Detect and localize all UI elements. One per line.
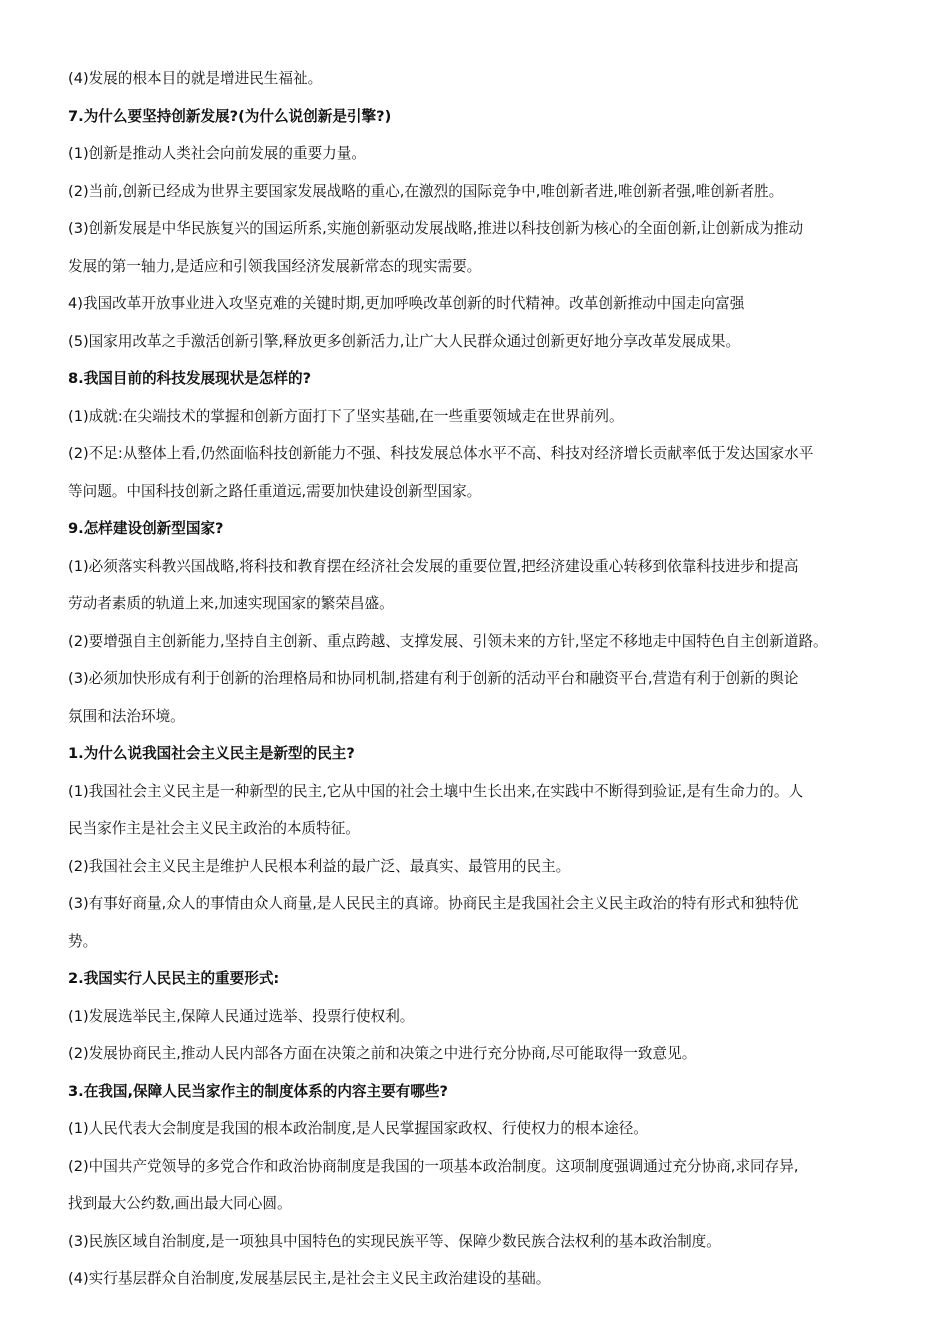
section-heading: 9.怎样建设创新型国家? — [68, 520, 224, 537]
text-line: (1)成就:在尖端技术的掌握和创新方面打下了坚实基础,在一些重要领域走在世界前列。 — [68, 407, 624, 425]
text-line: (1)创新是推动人类社会向前发展的重要力量。 — [68, 145, 366, 162]
text-line: 劳动者素质的轨道上来,加速实现国家的繁荣昌盛。 — [68, 595, 394, 612]
text-line: (2)要增强自主创新能力,坚持自主创新、重点跨越、支撑发展、引领未来的方针,坚定不移地走中国特色自主创新道路。 — [68, 632, 828, 650]
text-line: 4)我国改革开放事业进入攻坚克难的关键时期,更加呼唤改革创新的时代精神。改革创新推动中国走向富强 — [68, 295, 745, 312]
text-line: 氛围和法治环境。 — [68, 707, 185, 725]
text-line: (3)民族区域自治制度,是一项独具中国特色的实现民族平等、保障少数民族合法权利的基本政治制度。 — [68, 1232, 721, 1250]
text-line: (2)我国社会主义民主是维护人民根本利益的最广泛、最真实、最管用的民主。 — [68, 857, 571, 875]
text-line: (1)发展选举民主,保障人民通过选举、投票行使权利。 — [68, 1007, 415, 1025]
text-line: 发展的第一轴力,是适应和引领我国经济发展新常态的现实需要。 — [68, 257, 482, 275]
text-line: (3)必须加快形成有利于创新的治理格局和协同机制,搭建有利于创新的活动平台和融资平台,营造有利于创新的舆论 — [68, 670, 799, 687]
section-heading: 2.我国实行人民民主的重要形式: — [68, 970, 280, 987]
text-line: (2)当前,创新已经成为世界主要国家发展战略的重心,在激烈的国际竞争中,唯创新者进,唯创新者强,唯创新者胜。 — [68, 182, 784, 200]
section-heading: 8.我国目前的科技发展现状是怎样的? — [68, 370, 312, 387]
text-line: (3)有事好商量,众人的事情由众人商量,是人民民主的真谛。协商民主是我国社会主义民主政治的特有形式和独特优 — [68, 895, 799, 912]
text-line: 势。 — [68, 932, 98, 950]
text-line: 民当家作主是社会主义民主政治的本质特征。 — [68, 820, 360, 837]
text-line: (1)人民代表大会制度是我国的根本政治制度,是人民掌握国家政权、行使权力的根本途径。 — [68, 1120, 648, 1137]
section-heading: 7.为什么要坚持创新发展?(为什么说创新是引擎?) — [68, 107, 392, 125]
section-heading: 1.为什么说我国社会主义民主是新型的民主? — [68, 745, 355, 762]
text-line: (2)发展协商民主,推动人民内部各方面在决策之前和决策之中进行充分协商,尽可能取得一致意见。 — [68, 1045, 697, 1062]
text-line: (4)发展的根本目的就是增进民生福祉。 — [68, 70, 323, 87]
text-line: (1)我国社会主义民主是一种新型的民主,它从中国的社会土壤中生长出来,在实践中不断得到验证,是有生命力的。人 — [68, 782, 804, 800]
text-line: (2)中国共产党领导的多党合作和政治协商制度是我国的一项基本政治制度。这项制度强调通过充分协商,求同存异, — [68, 1157, 799, 1175]
text-line: (4)实行基层群众自治制度,发展基层民主,是社会主义民主政治建设的基础。 — [68, 1270, 551, 1287]
text-line: 等问题。中国科技创新之路任重道远,需要加快建设创新型国家。 — [68, 482, 482, 500]
text-line: (2)不足:从整体上看,仍然面临科技创新能力不强、科技发展总体水平不高、科技对经济增长贡献率低于发达国家水平 — [68, 445, 814, 462]
text-line: (1)必须落实科教兴国战略,将科技和教育摆在经济社会发展的重要位置,把经济建设重心转移到依靠科技进步和提高 — [68, 557, 799, 575]
text-line: (3)创新发展是中华民族复兴的国运所系,实施创新驱动发展战略,推进以科技创新为核心的全面创新,让创新成为推动 — [68, 220, 804, 237]
section-heading: 3.在我国,保障人民当家作主的制度体系的内容主要有哪些? — [68, 1082, 448, 1100]
text-line: 找到最大公约数,画出最大同心圆。 — [68, 1195, 292, 1212]
text-line: (5)国家用改革之手激活创新引擎,释放更多创新活力,让广大人民群众通过创新更好地分享改革发展成果。 — [68, 332, 741, 350]
